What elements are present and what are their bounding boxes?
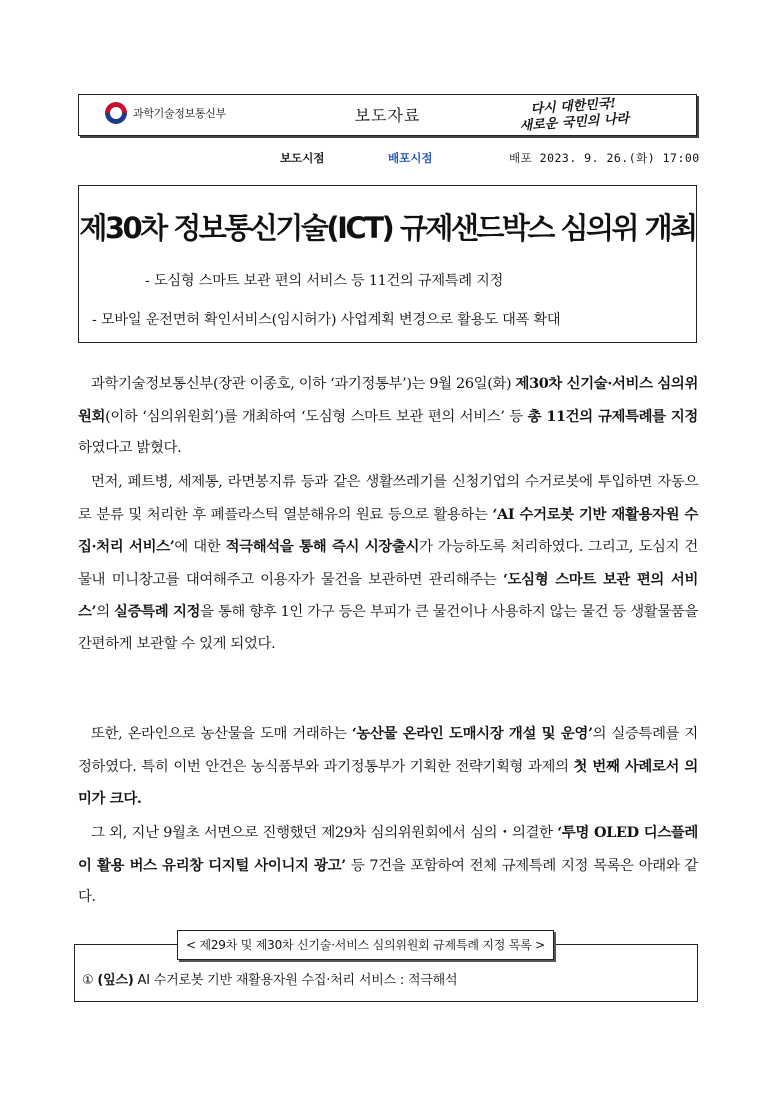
item-number: ① bbox=[82, 973, 94, 988]
emphasis-text: 적극해석을 통해 즉시 시장출시 bbox=[225, 538, 420, 555]
body-text: 또한, 온라인으로 농산물을 도매 거래하는 bbox=[91, 726, 352, 742]
body-text: 등 7건을 포함하여 전체 규제특례 지정 목록은 아래와 같다. bbox=[78, 857, 698, 905]
subtitle-1: - 도심형 스마트 보관 편의 서비스 등 11건의 규제특례 지정 bbox=[145, 273, 504, 289]
item-company: (잎스) bbox=[97, 973, 134, 988]
body-text: 하였다고 밝혔다. bbox=[78, 440, 182, 456]
paragraph-4 bbox=[78, 817, 698, 914]
distribution-time-label: 배포시점 bbox=[388, 151, 433, 165]
emphasis-text: ‘AI 수거로봇 기반 재활용자원 수집·처리 서비스’ bbox=[78, 505, 698, 555]
body-text: 과학기술정보통신부(장관 이종호, 이하 ‘과기정통부’)는 9월 26일(화) bbox=[91, 376, 516, 392]
item-text: AI 수거로봇 기반 재활용자원 수집·처리 서비스 : 적극해석 bbox=[137, 973, 458, 988]
emphasis-text: ‘도심형 스마트 보관 편의 서비스’ bbox=[78, 570, 698, 620]
body-text: 의 bbox=[96, 604, 115, 620]
body-text: 에 대한 bbox=[174, 539, 226, 555]
paragraph-1 bbox=[78, 368, 698, 465]
slogan-line-1: 다시 대한민국! bbox=[530, 96, 617, 118]
ministry-name: 과학기술정보통신부 bbox=[133, 107, 226, 120]
emphasis-text: 제30차 신기술·서비스 심의위원회 bbox=[78, 375, 699, 425]
slogan bbox=[519, 92, 682, 135]
main-title: 제30차 정보통신기술(ICT) 규제샌드박스 심의위 개최 bbox=[79, 211, 696, 245]
header-box bbox=[78, 94, 697, 136]
designation-list-box bbox=[74, 938, 698, 1002]
body-text: 먼저, 페트병, 세제통, 라면봉지류 등과 같은 생활쓰레기를 신청기업의 수거로봇에 투입하면 자동으로 분류 및 처리한 후 폐플라스틱 열분해유의 원료 등으로 활용하는 bbox=[78, 474, 698, 523]
subtitle-2: - 모바일 운전면허 확인서비스(임시허가) 사업계획 변경으로 활용도 대폭 확대 bbox=[92, 312, 561, 328]
list-item bbox=[82, 969, 457, 988]
body-text: 을 통해 향후 1인 가구 등은 부피가 큰 물건이나 사용하지 않는 물건 등 생활물품을 간편하게 보관할 수 있게 되었다. bbox=[78, 604, 698, 652]
doc-type: 보도자료 bbox=[354, 106, 421, 125]
body-text: (이하 ‘심의위원회’)를 개최하여 ‘도심형 스마트 보관 편의 서비스’ 등 bbox=[105, 408, 528, 425]
paragraph-3 bbox=[78, 718, 698, 816]
list-title: < 제29차 및 제30차 신기술·서비스 심의위원회 규제특례 지정 목록 > bbox=[177, 930, 554, 960]
paragraph-2 bbox=[78, 467, 698, 660]
body-text: 그 외, 지난 9월초 서면으로 진행했던 제29차 심의위원회에서 심의・의결한 bbox=[91, 825, 558, 841]
slogan-line-2: 새로운 국민의 나라 bbox=[519, 111, 630, 135]
distribution-date: 배포 2023. 9. 26.(화) 17:00 bbox=[509, 151, 700, 165]
emphasis-text: 총 11건의 규제특례를 지정 bbox=[527, 407, 698, 425]
release-time-label: 보도시점 bbox=[280, 151, 325, 165]
body-text: 가 가능하도록 처리하였다. 그리고, 도심지 건물내 미니창고를 대여해주고 이용자가 물건을 보관하면 관리해주는 bbox=[78, 539, 698, 588]
emphasis-text: 실증특례 지정 bbox=[114, 603, 201, 620]
body-text: 의 실증특례를 지정하였다. 특히 이번 안건은 농식품부와 과기정통부가 기획한 전략기획형 과제의 bbox=[78, 726, 698, 775]
emphasis-text: ‘농산물 온라인 도매시장 개설 및 운영’ bbox=[351, 725, 593, 742]
emphasis-text: ‘투명 OLED 디스플레이 활용 버스 유리창 디지털 사이니지 광고’ bbox=[78, 824, 698, 874]
emphasis-text: 첫 번째 사례로서 의미가 크다. bbox=[78, 757, 698, 807]
title-box bbox=[78, 185, 697, 343]
